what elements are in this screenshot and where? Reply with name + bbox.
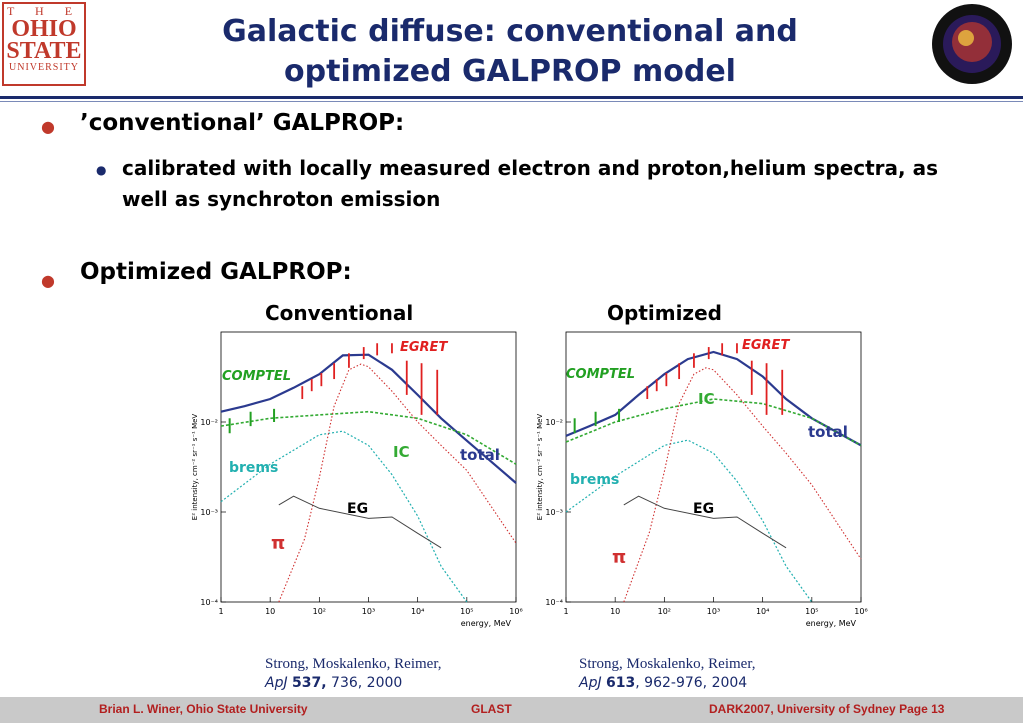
citation-authors: Strong, Moskalenko, Reimer,: [579, 656, 756, 672]
x-tick-label: 10²: [312, 607, 327, 616]
citation-authors: Strong, Moskalenko, Reimer,: [265, 656, 442, 672]
bullet-dot: ●: [41, 117, 55, 136]
logo-line-university: UNIVERSITY: [9, 62, 79, 73]
x-tick-label: 10³: [361, 607, 376, 616]
y-tick-label: 10⁻³: [545, 508, 563, 517]
glast-logo: [930, 2, 1014, 86]
y-tick-label: 10⁻⁴: [545, 598, 563, 607]
bullet-dot: ●: [41, 271, 55, 290]
logo-line-the: T H E: [6, 4, 82, 18]
citation-volume: 613: [606, 675, 636, 691]
slide-title-line1: Galactic diffuse: conventional and: [222, 14, 798, 49]
x-tick-label: 10³: [706, 607, 721, 616]
glast-logo-star: [958, 30, 974, 46]
panel-header-conventional: Conventional: [265, 301, 414, 325]
citation-optimized: [579, 655, 755, 693]
x-axis-label: energy, MeV: [460, 619, 511, 628]
panel-header-optimized: Optimized: [607, 301, 722, 325]
label-total: total: [808, 423, 848, 441]
citation-pages: , 962-976, 2004: [635, 675, 748, 691]
label-brems: brems: [229, 460, 279, 476]
slide-title: [150, 12, 870, 92]
y-axis-label: E² intensity, cm⁻² sr⁻¹ s⁻¹ MeV: [536, 413, 544, 521]
y-axis-label: E² intensity, cm⁻² sr⁻¹ s⁻¹ MeV: [191, 413, 199, 521]
ohio-state-logo: [2, 2, 86, 86]
footer-center: GLAST: [471, 702, 512, 716]
label-ic: IC: [698, 390, 715, 408]
label-comptel: COMPTEL: [566, 367, 636, 382]
label-comptel: COMPTEL: [222, 369, 292, 384]
sub-bullet-dot: ●: [96, 163, 107, 177]
label-egret: EGRET: [742, 338, 790, 353]
y-tick-label: 10⁻²: [200, 418, 218, 427]
citation-pages: 736, 2000: [326, 675, 403, 691]
chart-optimized: [530, 327, 875, 637]
x-tick-label: 10⁵: [805, 607, 819, 616]
sub-bullet-calibrated: calibrated with locally measured electron and proton,helium spectra, as well as synchroton emission: [122, 156, 938, 211]
label-eg: EG: [347, 501, 369, 517]
x-tick-label: 1: [563, 607, 569, 616]
y-tick-label: 10⁻³: [200, 508, 218, 517]
x-tick-label: 10: [610, 607, 621, 616]
bullet-conventional: ’conventional’ GALPROP:: [80, 110, 405, 136]
x-tick-label: 10⁶: [509, 607, 523, 616]
logo-line-ohio: OHIO: [11, 16, 77, 42]
x-tick-label: 10⁶: [854, 607, 868, 616]
label-egret: EGRET: [400, 340, 448, 355]
x-tick-label: 10⁴: [755, 607, 770, 616]
x-tick-label: 10⁴: [410, 607, 425, 616]
footer-right: DARK2007, University of Sydney Page 13: [709, 702, 945, 716]
x-axis-label: energy, MeV: [805, 619, 856, 628]
y-tick-label: 10⁻²: [545, 418, 563, 427]
logo-line-state: STATE: [6, 38, 82, 64]
chart-conventional: [185, 327, 530, 637]
title-rule: [0, 96, 1023, 99]
label-eg: EG: [693, 501, 715, 517]
x-tick-label: 10⁵: [460, 607, 474, 616]
label-brems: brems: [570, 472, 620, 488]
label-pi: π: [271, 533, 286, 554]
citation-conventional: [265, 655, 441, 693]
x-tick-label: 1: [218, 607, 224, 616]
citation-journal: ApJ: [265, 675, 288, 691]
label-ic: IC: [393, 443, 410, 461]
citation-volume: 537,: [292, 675, 327, 691]
citation-journal: ApJ: [579, 675, 602, 691]
footer-author: Brian L. Winer, Ohio State University: [99, 702, 308, 716]
label-total: total: [460, 446, 500, 464]
x-tick-label: 10: [265, 607, 276, 616]
title-rule-thin: [0, 101, 1023, 102]
label-pi: π: [612, 547, 627, 568]
slide-title-line2: optimized GALPROP model: [284, 54, 736, 89]
x-tick-label: 10²: [657, 607, 672, 616]
bullet-optimized: Optimized GALPROP:: [80, 259, 352, 285]
y-tick-label: 10⁻⁴: [200, 598, 218, 607]
